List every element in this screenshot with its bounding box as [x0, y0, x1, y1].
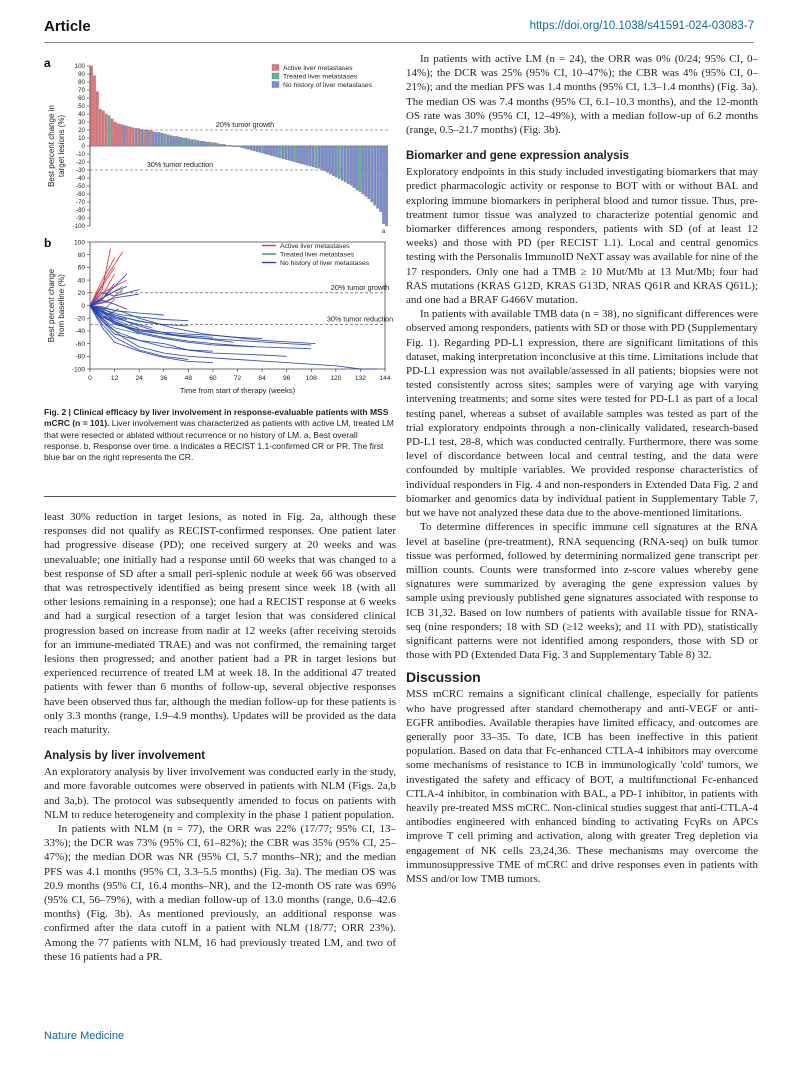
legend-label: Treated liver metastases [280, 251, 355, 259]
bar [341, 146, 343, 180]
x-tick-label: 72 [233, 375, 242, 382]
bar [238, 146, 240, 147]
legend-swatch [272, 73, 279, 79]
bar [376, 146, 378, 208]
y-tick-label: -60 [76, 191, 85, 199]
bar [300, 146, 302, 164]
bar [270, 146, 272, 156]
y-tick-label: -10 [76, 151, 85, 159]
bar [170, 136, 172, 146]
legend-swatch [272, 82, 279, 88]
bar [323, 146, 325, 171]
y-tick-label: -40 [76, 175, 85, 183]
bar [114, 122, 116, 146]
bar [267, 146, 269, 155]
reference-label: 20% tumor growth [215, 120, 275, 129]
bar [117, 124, 119, 146]
bar [256, 146, 258, 152]
bar [247, 146, 249, 149]
waterfall-chart [40, 56, 400, 235]
legend-swatch [272, 65, 279, 71]
bar [102, 111, 104, 146]
y-tick-label: 20 [78, 127, 85, 135]
x-tick-label: 24 [135, 375, 143, 382]
bar [385, 146, 387, 226]
bar [179, 137, 181, 146]
y-tick-label: 100 [74, 63, 85, 71]
y-tick-label: 80 [77, 252, 85, 259]
bar [208, 142, 210, 146]
bar [138, 128, 140, 146]
bar [226, 145, 228, 146]
bar [214, 143, 216, 146]
bar [126, 126, 128, 146]
bar [220, 144, 222, 146]
bar [182, 138, 184, 146]
paragraph: An exploratory analysis by liver involvement was conducted early in the study, and more favorable outcomes were observed in patients with NLM (Figs. 2a,b and 3a,b). The protocol was subsequently amended to focus on patients with NLM to reduce heterogeneity and complexity in the phase 1 patient population. [44, 766, 396, 821]
bar [223, 144, 225, 146]
y-tick-label: 0 [81, 302, 85, 310]
bar [205, 142, 207, 146]
bar [241, 146, 243, 148]
bar [303, 146, 305, 164]
y-tick-label: -90 [76, 215, 85, 223]
bar [250, 146, 252, 150]
x-tick-label: 144 [379, 375, 391, 382]
bar [320, 146, 322, 169]
caption-divider [44, 496, 396, 497]
bar [276, 146, 278, 157]
legend-label: Active liver metastases [280, 243, 350, 250]
y-tick-label: 50 [78, 103, 85, 111]
x-tick-label: 36 [160, 375, 168, 382]
bar [244, 146, 246, 148]
bar [129, 127, 131, 146]
bar [368, 146, 370, 199]
x-tick-label: 108 [305, 375, 317, 382]
section-heading-biomarker: Biomarker and gene expression analysis [406, 150, 630, 163]
bar [161, 133, 163, 146]
y-tick-label: 70 [78, 87, 85, 95]
legend-label: Treated liver metastases [283, 73, 358, 81]
bar [149, 131, 151, 146]
bar [188, 139, 190, 146]
y-tick-label: 0 [81, 143, 85, 151]
bar [317, 146, 319, 168]
bar [143, 130, 145, 146]
x-tick-label: 132 [354, 375, 366, 382]
bar [105, 114, 107, 146]
bar [285, 146, 287, 160]
paragraph: To determine differences in specific immune cell signatures at the RNA level at baseline (pre-treatment), RNA sequencing (RNA-seq) on bulk tumor tissue was performed, followed by determining normalized gene transcript per million counts. Counts were transformed into z-score values whereby gene signatures were summarized by averaging the gene expression values by sample using previously published gene signatures associated with response to ICB 31,32. Based on low numbers of patients with available tissue for RNA-seq (nine responders; 18 with SD (≥12 weeks); and 11 with PD), statistically significant patterns were not identified among responders, those with SD or those with PD (Extended Data Fig. 3 and Supplementary Table 8) 32. [406, 521, 758, 662]
bar [123, 125, 125, 146]
bar [135, 128, 137, 146]
bar [294, 146, 296, 162]
bar [306, 146, 308, 165]
bar [326, 146, 328, 172]
legend-label: Active liver metastases [283, 65, 353, 72]
right-column [406, 52, 758, 886]
y-tick-label: 20 [77, 290, 85, 298]
bar-annotation: a [381, 229, 386, 235]
bar [332, 146, 334, 176]
bar [261, 146, 263, 153]
bar [185, 138, 187, 146]
bar [258, 146, 260, 152]
paragraph: MSS mCRC remains a significant clinical challenge, especially for patients who have progressed after standard chemotherapy and anti-VEGF or anti-EGFR antibodies. Available therapies have limited efficacy, and outcomes are generally poor 33–35. To date, ICB has been ineffective in this patient population. Based on data that Fc-enhanced CTLA-4 inhibitors may overcome some mechanisms of resistance to ICB in immunologically 'cold' tumors, we investigated the safety and efficacy of BOT, a multifunctional Fc-enhanced CTLA-4 inhibitor, in combination with BAL, a PD-1 inhibitor, in patients with heavily pre-treated MSS mCRC. Non-clinical studies suggest that anti-CTLA-4 antibodies engineered with enhanced binding to activating FcγRs on APCs improve T cell priming and activation, along with greater Treg depletion via engagement of NK cells 23,24,36. These mechanisms may overcome the immunosuppressive TME of mCRC and drive responses even in patients with MSS and/or low TMB tumors. [406, 688, 758, 885]
section-heading-discussion: Discussion [406, 669, 481, 686]
bar [96, 92, 98, 146]
bar [191, 140, 193, 146]
y-tick-label: 100 [73, 239, 85, 247]
bar [264, 146, 266, 154]
x-tick-label: 48 [184, 375, 193, 382]
patient-line [90, 306, 254, 347]
reference-label: 30% tumor reduction [326, 314, 394, 324]
bar [329, 146, 331, 174]
bar [365, 146, 367, 196]
reference-label: 20% tumor growth [330, 282, 390, 292]
bar [146, 130, 148, 146]
bar [362, 146, 364, 194]
legend-label: No history of liver metastases [280, 260, 370, 267]
bar [359, 146, 361, 192]
x-tick-label: 0 [88, 375, 92, 382]
y-axis-label-line2: from baseline (%) [57, 274, 66, 337]
bar [197, 140, 199, 146]
bar [309, 146, 311, 166]
bar [211, 143, 213, 146]
x-tick-label: 84 [258, 375, 266, 382]
paragraph: In patients with available TMB data (n = 38), no significant differences were observed among responders, patients with SD or those with PD (Supplementary Fig. 1). Regarding PD-L1 expression, there are significant limitations of this dataset, making interpretation inconclusive at this time. Limitations include that PD-L1 expression was not available/assessed in all patients; biopsies were not tested consistently across sites; samples were of varying age with varying intervening treatments; and some sites were tested for PD-L1 as part of a local testing panel, whereas a subset of available samples was tested as part of the trial exploratory endpoints through a non-clinically validated, research-based PD-L1 test, 28-8, which was conducted centrally. Furthermore, there was some level of discordance between local and central testing, and the data were confounded by multiple variables. We provided response characteristics of individual responders in Fig. 4 and non-responders in Extended Data Fig. 2 and biomarker and genomics data by individual patient in Supplementary Table 7, but we have not analyzed these data due to the above-mentioned limitations. [406, 308, 758, 520]
y-tick-label: -20 [75, 315, 85, 323]
bar [279, 146, 281, 158]
paragraph: In patients with active LM (n = 24), the ORR was 0% (0/24; 95% CI, 0–14%); the DCR was 25% (95% CI, 10–47%); the CBR was 4% (95% CI, 0–21%); and the median PFS was 1.4 months (95% CI, 1.3–1.4 months) (Fig. 3a). The median OS was 7.4 months (95% CI, 6.1–10.3 months), and the 12-month OS rate was 30% (95% CI, 12–49%), with a median follow-up of 6.2 months (range, 0.5–21.7 months) (Fig. 3b). [406, 53, 758, 137]
bar [164, 134, 166, 146]
x-tick-label: 60 [209, 375, 217, 382]
doi-link[interactable]: https://doi.org/10.1038/s41591-024-03083-7 [529, 20, 754, 32]
spider-chart [40, 236, 400, 404]
bar [99, 109, 101, 146]
paragraph: Exploratory endpoints in this study included investigating biomarkers that may predict pharmacologic activity or response to BOT with or without BAL and exploring immune biomarkers in peripheral blood and tumor tissue. Thus, pre-treatment tumor tissue was analyzed to characterize potential genomic and biomarker differences among responders, patients with SD (of at least 12 weeks) and those with PD (per RECIST 1.1). Local and central genomics testing with the Personalis ImmunoID NeXT assay was available for nine of the 17 responders. Only one had a TMB ≥ 10 Mut/Mb at 13 Mut/Mb; four had RAS mutations (KRAS G12D, KRAS G13D, NRAS Q61R and KRAS Q61L); and one had a BRAF G466V mutation. [406, 166, 758, 307]
bar [382, 146, 384, 224]
bar [374, 146, 376, 205]
legend-label: No history of liver metastases [283, 82, 373, 89]
bar [158, 132, 160, 146]
reference-label: 30% tumor reduction [146, 160, 214, 169]
bar [273, 146, 275, 156]
x-tick-label: 96 [282, 375, 291, 382]
bar [315, 146, 317, 168]
y-tick-label: 40 [77, 277, 85, 285]
y-tick-label: 60 [78, 95, 85, 103]
y-tick-label: -50 [76, 183, 85, 191]
bar [152, 132, 154, 146]
bar [132, 128, 134, 146]
bar [90, 66, 92, 146]
bar [356, 146, 358, 190]
bar [347, 146, 349, 184]
bar [335, 146, 337, 177]
bar [93, 76, 95, 146]
caption-text: Liver involvement was characterized as patients with active LM, treated LM that were resected or ablated without recurrence or no history of LM. a, Best overall response. b, Response over time. a Indicates a RECIST 1.1-confirmed CR or PR. The first blue bar on the right represents the CR. [44, 418, 394, 463]
bar [297, 146, 299, 163]
y-tick-label: 60 [77, 264, 85, 272]
y-tick-label: -40 [75, 328, 85, 336]
y-tick-label: 80 [78, 79, 85, 87]
y-tick-label: -20 [76, 159, 85, 167]
bar [338, 146, 340, 179]
y-axis-label-line1: Best percent change in [47, 105, 56, 187]
patient-line [90, 248, 111, 305]
bar [253, 146, 255, 151]
bar [229, 145, 231, 146]
bar [173, 136, 175, 146]
bar [282, 146, 284, 159]
bar [199, 141, 201, 146]
journal-name: Nature Medicine [44, 1030, 125, 1042]
bar [202, 141, 204, 146]
bar [111, 119, 113, 146]
y-tick-label: 10 [78, 135, 85, 143]
y-tick-label: -100 [71, 366, 85, 374]
header-divider [44, 42, 754, 43]
bar [217, 144, 219, 146]
figure-caption [44, 407, 396, 463]
bar [371, 146, 373, 202]
x-tick-label: 12 [110, 375, 119, 382]
panel-a-letter: a [44, 56, 51, 70]
bar [379, 146, 381, 212]
section-heading-liver: Analysis by liver involvement [44, 750, 206, 763]
y-tick-label: 90 [78, 71, 85, 79]
bar [120, 124, 122, 146]
bar [194, 140, 196, 146]
bar [291, 146, 293, 161]
y-tick-label: -70 [76, 199, 85, 207]
bar [235, 146, 237, 147]
y-tick-label: -80 [75, 353, 85, 361]
y-tick-label: 30 [78, 119, 85, 127]
bar [167, 135, 169, 146]
bar [232, 146, 234, 147]
bar [344, 146, 346, 182]
left-column [44, 510, 396, 964]
bar [108, 116, 110, 146]
y-axis-label-line2: target lesions (%) [57, 114, 66, 178]
y-tick-label: 40 [78, 111, 85, 119]
panel-b-letter: b [44, 236, 52, 250]
bar [155, 132, 157, 146]
bar [312, 146, 314, 167]
paragraph: least 30% reduction in target lesions, as noted in Fig. 2a, although these responses did not qualify as RECIST-confirmed responses. One patient later had progressive disease (PD); one received surgery at 20 weeks and was unevaluable; one initially had a response until 60 weeks that was changed to a best response of SD after a small peri-splenic nodule at week 66 was observed that was retrospectively identified as being present since week 18 (with all other lesions remaining in a response); one had a RECIST response at 6 weeks and had a surgical resection of a target lesion that was considered clinical progression based on increase from nadir at 12 weeks (after receiving steroids for an immune-mediated TRAE) and was not confirmed, the remaining target lesions then progressed; and another patient had a PR in target lesions but experienced recurrence of treated LM at week 18. In the additional 47 treated patients with fewer than 6 months of follow-up, several objective responses have been observed thus far, although the median follow-up for these patients is only 3.3 months (range, 1.9–4.9 months). Updates will be provided as the data reach maturity. [44, 511, 396, 737]
x-axis-label: Time from start of therapy (weeks) [179, 386, 296, 395]
bar [176, 136, 178, 146]
y-tick-label: -30 [76, 167, 85, 175]
section-label: Article [44, 18, 91, 35]
y-tick-label: -60 [75, 340, 85, 348]
bar [353, 146, 355, 188]
caption-label: Fig. 2 | Clinical efficacy by liver involvement in response-evaluable patients with MSS mCRC (n = 101). [44, 407, 389, 429]
paragraph: In patients with NLM (n = 77), the ORR was 22% (17/77; 95% CI, 13–33%); the DCR was 73% (95% CI, 61–82%); the CBR was 35% (95% CI, 25–47%); the median DOR was NR (95% CI, 5.7 months–NR); and the median PFS was 4.1 months (95% CI, 3.3–5.5 months) (Fig. 3a). The median OS was 20.9 months (95% CI, 16.4 months–NR), and the 12-month OS rate was 69% (95% CI, 56–79%), with a median follow-up of 13.0 months (range, 0.6–42.6 months) (Fig. 3b). As mentioned previously, an additional response was confirmed after the data cutoff in a patient with NLM (18/77; ORR 23%). Among the 77 patients with NLM, 16 had previously treated LM, and two of these 16 patients had a PR. [44, 823, 396, 963]
x-tick-label: 120 [330, 375, 342, 382]
y-tick-label: -100 [72, 223, 85, 231]
y-axis-label-line1: Best percent change [47, 268, 56, 343]
bar [140, 129, 142, 146]
y-tick-label: -80 [76, 207, 85, 215]
bar [350, 146, 352, 185]
bar [288, 146, 290, 160]
